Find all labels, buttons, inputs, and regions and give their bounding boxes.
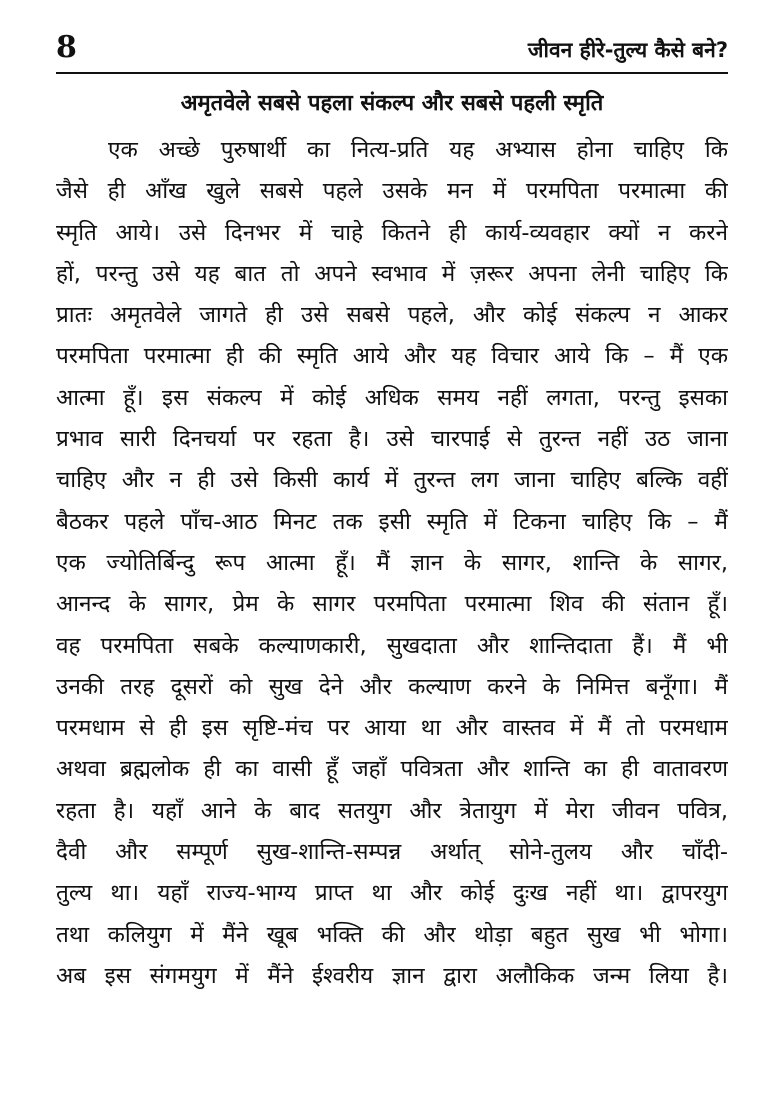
- paragraph-line: तुल्य था। यहाँ राज्य-भाग्य प्राप्त था और कोई दुःख नहीं था। द्वापरयुग: [56, 880, 728, 907]
- paragraph-line: स्मृति आये। उसे दिनभर में चाहे कितने ही कार्य-व्यवहार क्यों न करने: [56, 219, 728, 246]
- paragraph-line: अथवा ब्रह्मलोक ही का वासी हूँ जहाँ पवित्रता और शान्ति का ही वातावरण: [56, 756, 728, 783]
- paragraph-line: रहता है। यहाँ आने के बाद सतयुग और त्रेतायुग में मेरा जीवन पवित्र,: [56, 797, 728, 824]
- paragraph-line: आनन्द के सागर, प्रेम के सागर परमपिता परमात्मा शिव की संतान हूँ।: [56, 591, 728, 618]
- paragraph-line: प्रातः अमृतवेले जागते ही उसे सबसे पहले, और कोई संकल्प न आकर: [56, 302, 728, 329]
- paragraph-line: एक अच्छे पुरुषार्थी का नित्य-प्रति यह अभ्यास होना चाहिए कि: [108, 137, 728, 163]
- header-rule: [56, 72, 728, 74]
- body-paragraph: [56, 130, 728, 997]
- paragraph-line: एक ज्योतिर्बिन्दु रूप आत्मा हूँ। मैं ज्ञान के सागर, शान्ति के सागर,: [56, 549, 728, 576]
- paragraph-line: उनकी तरह दूसरों को सुख देने और कल्याण करने के निमित्त बनूँगा। मैं: [56, 673, 728, 700]
- paragraph-line: तथा कलियुग में मैंने खूब भक्ति की और थोड़ा बहुत सुख भी भोगा।: [56, 921, 728, 948]
- paragraph-line: प्रभाव सारी दिनचर्या पर रहता है। उसे चारपाई से तुरन्त नहीं उठ जाना: [56, 426, 728, 453]
- paragraph-line: परमपिता परमात्मा ही की स्मृति आये और यह विचार आये कि – मैं एक: [56, 343, 728, 370]
- paragraph-line: परमधाम से ही इस सृष्टि-मंच पर आया था और वास्तव में मैं तो परमधाम: [56, 715, 728, 742]
- paragraph-line: जैसे ही आँख खुले सबसे पहले उसके मन में परमपिता परमात्मा की: [56, 178, 728, 205]
- paragraph-line: आत्मा हूँ। इस संकल्प में कोई अधिक समय नहीं लगता, परन्तु इसका: [56, 384, 728, 411]
- page-number: 8: [56, 30, 77, 65]
- running-title: जीवन हीरे-तुल्य कैसे बने?: [527, 38, 728, 62]
- page-header: [56, 28, 728, 74]
- paragraph-line: बैठकर पहले पाँच-आठ मिनट तक इसी स्मृति में टिकना चाहिए कि – मैं: [56, 508, 728, 535]
- paragraph-line: वह परमपिता सबके कल्याणकारी, सुखदाता और शान्तिदाता हैं। मैं भी: [56, 632, 728, 659]
- paragraph-line: दैवी और सम्पूर्ण सुख-शान्ति-सम्पन्न अर्थात् सोने-तुलय और चाँदी-: [56, 839, 728, 866]
- paragraph-line: अब इस संगमयुग में मैंने ईश्वरीय ज्ञान द्वारा अलौकिक जन्म लिया है।: [56, 962, 728, 989]
- section-heading: अमृतवेले सबसे पहला संकल्प और सबसे पहली स्मृति: [180, 91, 604, 116]
- paragraph-line: हों, परन्तु उसे यह बात तो अपने स्वभाव में ज़रूर अपना लेनी चाहिए कि: [56, 260, 728, 287]
- paragraph-line: चाहिए और न ही उसे किसी कार्य में तुरन्त लग जाना चाहिए बल्कि वहीं: [56, 467, 728, 494]
